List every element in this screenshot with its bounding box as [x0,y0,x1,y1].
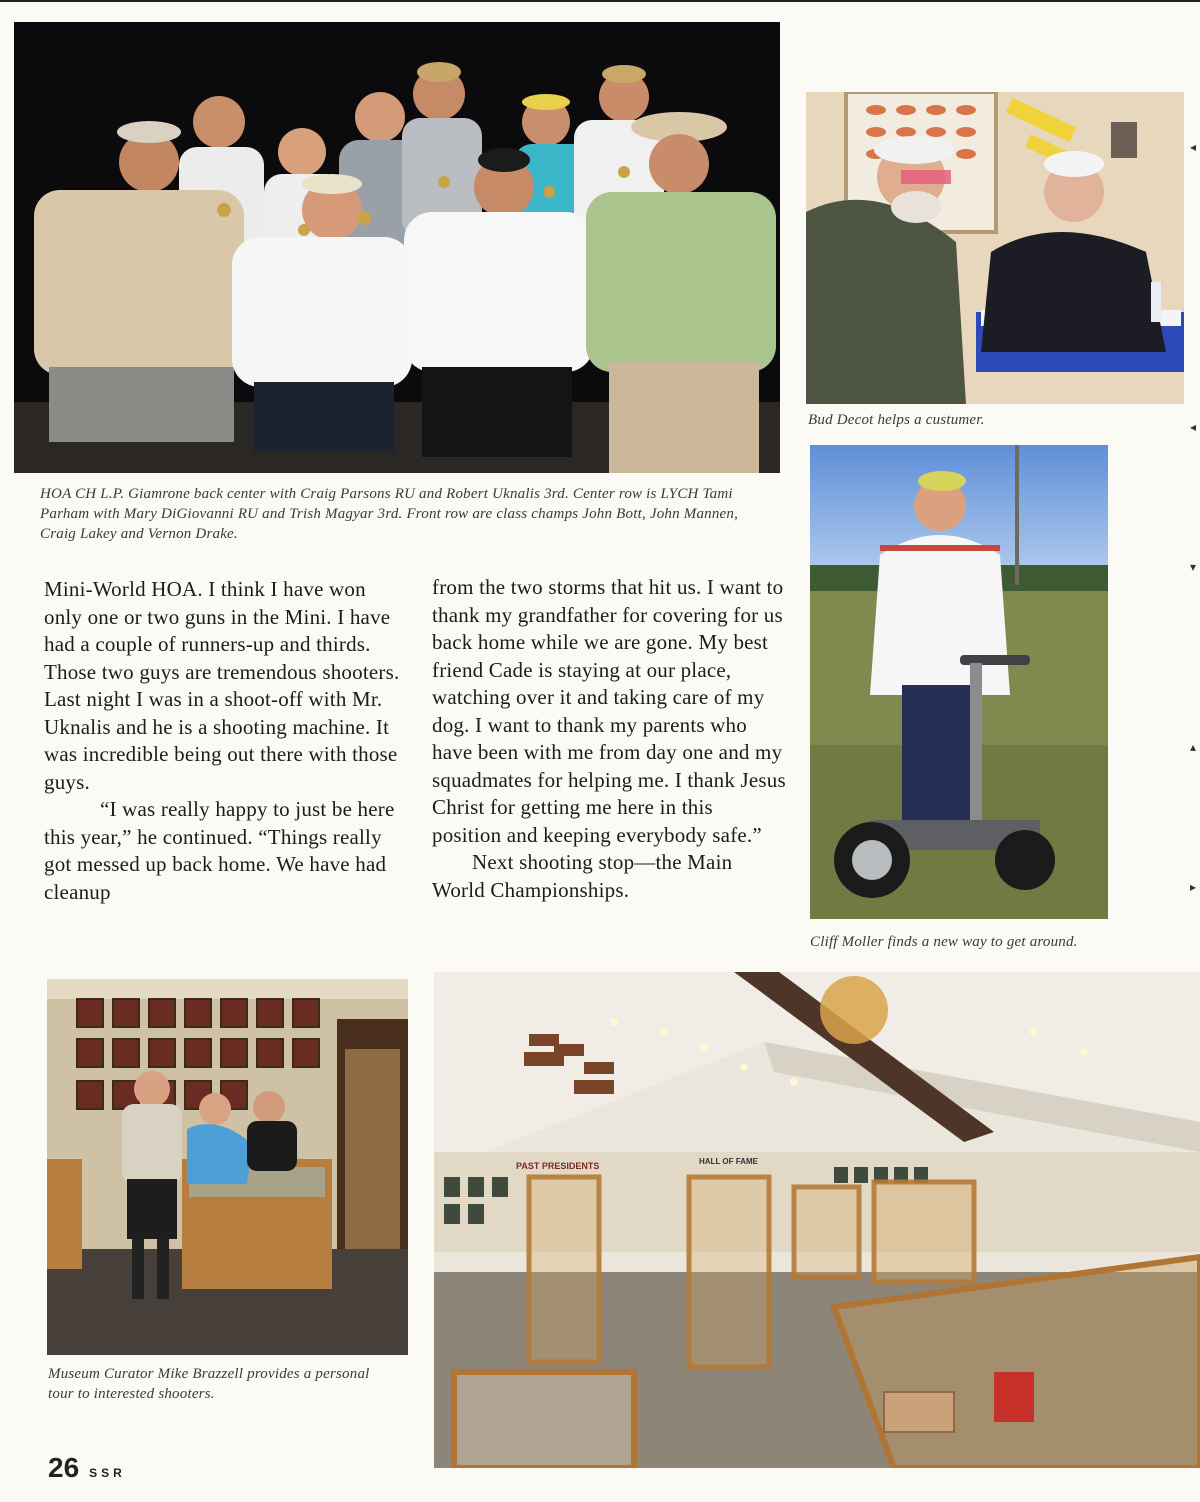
publication-name: SSR [89,1466,126,1480]
article-col2-para-2: Next shooting stop—the Main World Championships. [432,850,733,902]
page-folio [48,1452,126,1484]
bud-decot-photo [806,92,1184,404]
article-column-2 [432,574,786,904]
cliff-moller-caption: Cliff Moller finds a new way to get around. [810,934,1078,950]
group-photo [14,22,780,473]
article-col2-para-1: from the two storms that hit us. I want to thank my grandfather for covering for us back home while we are gone. My best friend Cade is staying at our place, watching over it and taking care of my dog. I want to thank my parents who have been with me from day one and my squadmates for helping me. I thank Jesus Christ for getting me here in this position and keeping everybody safe.” [432,575,786,847]
museum-curator-caption: Museum Curator Mike Brazzell provides a personal tour to interested shooters. [48,1366,370,1402]
group-photo-caption: HOA CH L.P. Giamrone back center with Craig Parsons RU and Robert Uknalis 3rd. Center row is LYCH Tami Parham with Mary DiGiovanni RU and Trish Magyar 3rd. Front row are class champs John Bott, John Mannen, Craig Lakey and Vernon Drake. [40,486,739,542]
article-col1-para-1: Mini-World HOA. I think I have won only one or two guns in the Mini. I have had a couple of runners-up and thirds. Those two guys are tremendous shooters. Last night I was in a shoot-off with Mr. Uknalis and he is a shooting machine. It was incredible being out there with those guys. [44,577,400,794]
top-rule [0,0,1200,2]
museum-interior-photo [434,972,1200,1468]
edge-mark: ◂ [1189,140,1196,154]
page-number: 26 [48,1452,80,1483]
edge-mark: ▾ [1189,560,1196,574]
cliff-moller-photo [810,445,1108,919]
article-column-1 [44,576,404,906]
museum-curator-photo [47,979,408,1355]
article-col1-para-2: “I was really happy to just be here this year,” he continued. “Things really got messed up back home. We have had cleanup [44,797,395,904]
hall-of-fame-sign: HALL OF FAME [699,1157,758,1166]
edge-mark: ◂ [1189,420,1196,434]
bud-decot-caption: Bud Decot helps a custumer. [808,412,985,428]
edge-mark: ▸ [1189,880,1196,894]
edge-mark: ▴ [1189,740,1196,754]
past-presidents-sign: PAST PRESIDENTS [516,1161,600,1171]
